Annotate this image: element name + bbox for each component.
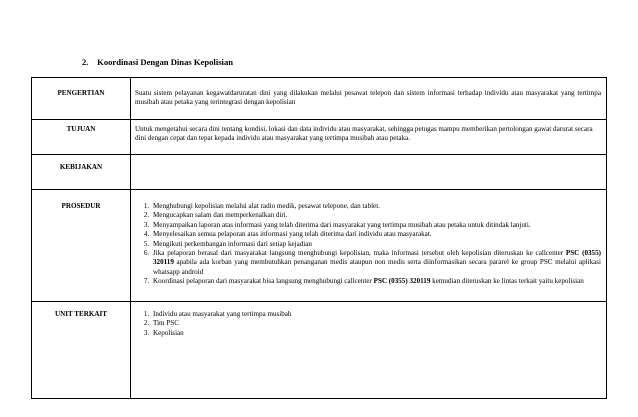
section-heading [82,57,233,67]
row-tujuan [32,120,607,155]
label-unit-terkait: UNIT TERKAIT [32,302,131,399]
section-number: 2. [82,57,89,67]
content-tujuan: Untuk mengetahui secara dini tentang kondisi, lokasi dan data individu atau masyarakat, sehingga petugas mampu memberikan pertolongan gawat darurat secara dini dengan cepat dan tepat kepada individu atau masyarakat yang tertimpa musibah atau petaka. [131,120,607,155]
label-prosedur: PROSEDUR [32,190,131,302]
section-title-text: Koordinasi Dengan Dinas Kepolisian [97,57,234,67]
content-pengertian: Suatu sistem pelayanan kegawatdaruratan dini yang dilakukan melalui pesawat telepon dan sistem informasi terhadap individu atau masyarakat yang tertimpa musibah atau petaka yang terintegrasi dengan kepolisian [131,78,607,120]
prosedur-step: 6. Jika pelaporan berasal dari masyarakat langsung menghubungi kepolisian, maka informasi tersebut oleh kepolisian diteruskan ke callcenter PSC (0355) 320119 apabila ada korban yang membutuhkan penanganan medis ataupun non medis serta diinformasikan secara pararel ke group PSC melalui aplikasi whatsapp android [151,249,601,277]
unit-item: 2. Tim PSC [151,319,601,328]
content-kebijakan [131,155,607,190]
label-pengertian: PENGERTIAN [32,78,131,120]
prosedur-step: 2. Mengucapkan salam dan memperkenalkan diri. [151,211,601,220]
prosedur-step: 4. Menyelesaikan semua pelaporan atas informasi yang telah diterima dari individu atau masyarakat. [151,230,601,239]
row-prosedur [32,190,607,302]
prosedur-step: 3. Menyampaikan laporan atas informasi yang telah diterima dari masyarakat yang tertimpa musibah atau petaka untuk ditindak lanjuti. [151,221,601,230]
content-prosedur [131,190,607,302]
row-kebijakan [32,155,607,190]
label-kebijakan: KEBIJAKAN [32,155,131,190]
prosedur-step: 5. Mengikuti perkembangan informasi dari setiap kejadian [151,240,601,249]
prosedur-step: 1. Menghubungi kepolisian melalui alat radio medik, pesawat telepone, dan tablet. [151,202,601,211]
phone-number: PSC (0355) 320119 [373,277,431,286]
row-pengertian [32,78,607,120]
unit-item: 1. Individu atau masyarakat yang tertimpa musibah [151,310,601,319]
content-unit-terkait [131,302,607,399]
phone-number: PSC (0355) 320119 [153,249,601,267]
label-tujuan: TUJUAN [32,120,131,155]
prosedur-list [135,202,601,287]
unit-terkait-list [135,310,601,338]
sop-table [31,77,607,399]
unit-item: 3. Kepolisian [151,329,601,338]
prosedur-step: 7. Koordinasi pelaporan dari masyarakat bisa langsung menghubungi callcenter PSC (0355) 320119 kemudian diteruskan ke lintas terkait yaitu kepolisian [151,277,601,286]
row-unit-terkait [32,302,607,399]
